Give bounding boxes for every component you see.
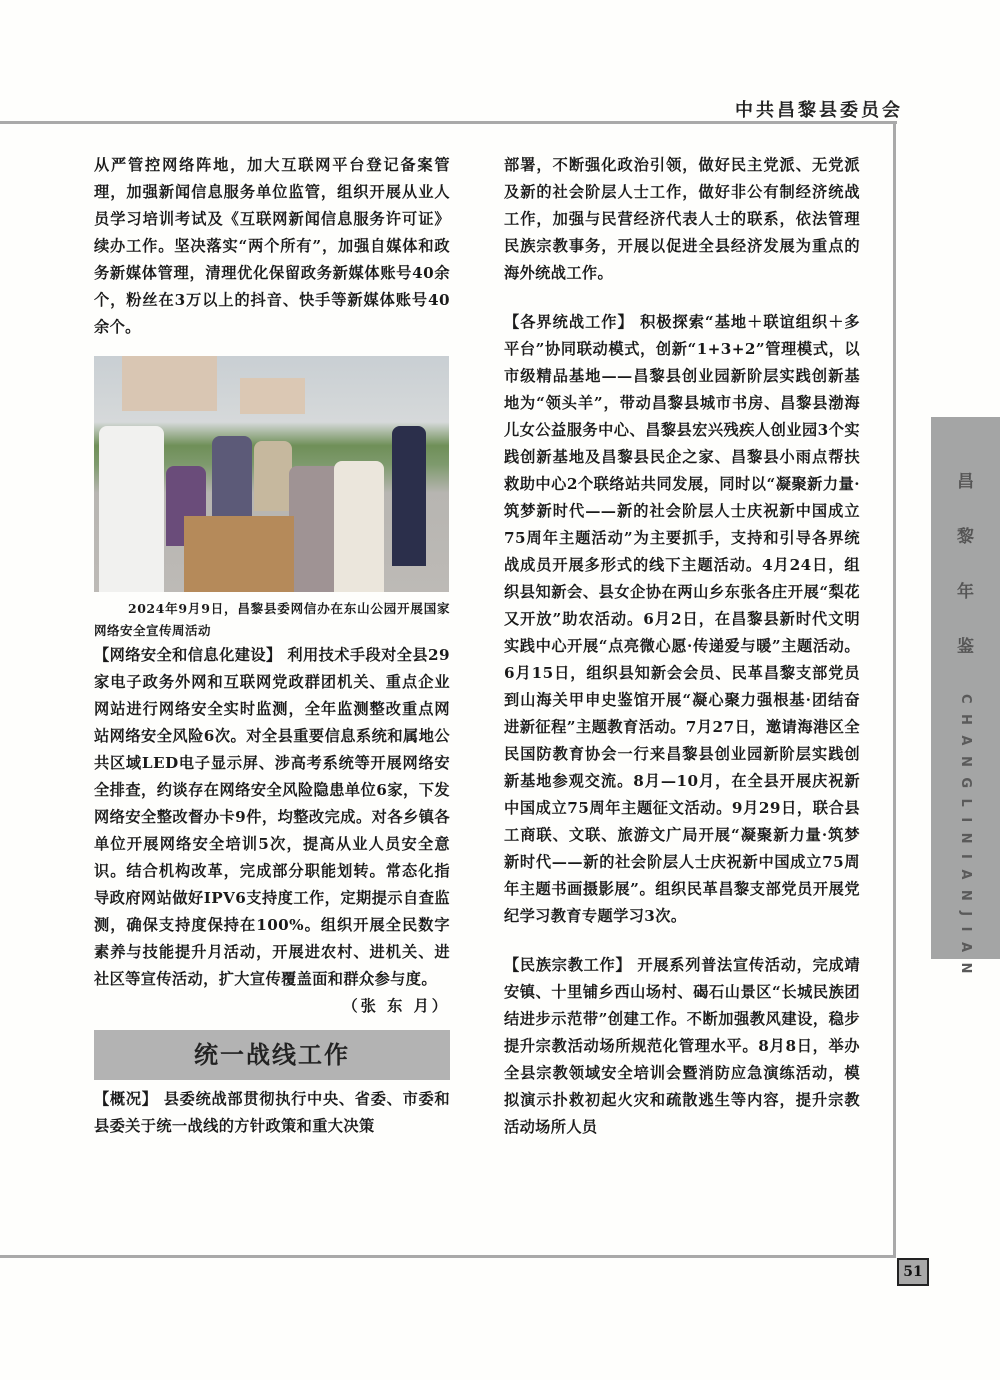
- photo-building: [240, 378, 305, 414]
- overview-paragraph: [94, 1086, 450, 1140]
- photo-person: [99, 426, 164, 592]
- paragraph-gap: [504, 930, 860, 952]
- network-security-heading: 【网络安全和信息化建设】: [94, 646, 282, 664]
- side-tab-char: 年: [957, 582, 974, 602]
- ethnic-religious-body: 开展系列普法宣传活动，完成靖安镇、十里铺乡西山场村、碣石山景区“长城民族团结进步示范带”创建工作。不断加强教风建设，稳步提升宗教活动场所规范化管理水平。8月8日，举办全县宗教领域安全培训会暨消防应急演练活动，模拟演示扑救初起火灾和疏散逃生等内容，提升宗教活动场所人员: [504, 956, 861, 1136]
- overview-body: 县委统战部贯彻执行中央、省委、市委和县委关于统一战线的方针政策和重大决策: [94, 1090, 451, 1135]
- right-column: [504, 152, 860, 1141]
- sector-work-body: 积极探索“基地＋联谊组织＋多平台”协同联动模式，创新“1+3+2”管理模式，以市级精品基地——昌黎县创业园新阶层实践创新基地为“领头羊”，带动昌黎县城市书房、昌黎县渤海儿女公益服务中心、昌黎县宏兴残疾人创业园3个实践创新基地及昌黎县民企之家、昌黎县小雨点帮扶救助中心2个联络站共同发展，同时以“凝聚新力量·筑梦新时代——新的社会阶层人士庆祝新中国成立75周年主题活动”为主要抓手，支持和引导各界统战成员开展多形式的线下主题活动。4月24日，组织县知新会、县女企协在两山乡东张各庄开展“梨花又开放”助农活动。6月2日，在昌黎县新时代文明实践中心开展“点亮微心愿·传递爱与暖”主题活动。6月15日，组织县知新会会员、民革昌黎支部党员到山海关甲申史鉴馆开展“凝心聚力强根基·团结奋进新征程”主题教育活动。7月27日，邀请海港区全民国防教育协会一行来昌黎县创业园新阶层实践创新基地参观交流。8月—10月，在全县开展庆祝新中国成立75周年主题征文活动。9月29日，联合县工商联、文联、旅游文广局开展“凝聚新力量·筑梦新时代——新的社会阶层人士庆祝新中国成立75周年主题书画摄影展”。组织民革昌黎支部党员开展党纪学习教育专题学习3次。: [504, 313, 861, 925]
- sector-work-heading: 【各界统战工作】: [504, 313, 634, 331]
- photo-caption: [94, 598, 450, 642]
- photo-person: [392, 426, 426, 566]
- ethnic-religious-heading: 【民族宗教工作】: [504, 956, 632, 974]
- continuation-paragraph: 部署，不断强化政治引领，做好民主党派、无党派及新的社会阶层人士工作，做好非公有制经济统战工作，加强与民营经济代表人士的联系，依法管理民族宗教事务，开展以促进全县经济发展为重点的海外统战工作。: [504, 156, 860, 282]
- intro-paragraph: 从严管控网络阵地，加大互联网平台登记备案管理，加强新闻信息服务单位监管，组织开展从业人员学习培训考试及《互联网新闻信息服务许可证》续办工作。坚决落实“两个所有”，加强自媒体和政务新媒体管理，清理优化保留政务新媒体账号40余个，粉丝在3万以上的抖音、快手等新媒体账号40余个。: [94, 156, 450, 336]
- side-tab-char: 黎: [957, 527, 974, 547]
- photo-person: [334, 461, 384, 592]
- section-title: 统一战线工作: [194, 1040, 350, 1069]
- frame-top-rule: [0, 121, 897, 124]
- photo-caption-text: 2024年9月9日，昌黎县委网信办在东山公园开展国家网络安全宣传周活动: [94, 601, 450, 638]
- overview-heading: 【概况】: [94, 1090, 158, 1108]
- sector-work-paragraph: [504, 309, 860, 930]
- network-security-paragraph: [94, 642, 450, 993]
- frame-right-rule: [893, 121, 896, 1258]
- section-title-banner: [94, 1030, 450, 1080]
- network-security-body: 利用技术手段对全县29家电子政务外网和互联网党政群团机关、重点企业网站进行网络安全实时监测，全年监测整改重点网站网络安全风险6次。对全县重要信息系统和属地公共区域LED电子显示屏、涉高考系统等开展网络安全排查，约谈存在网络安全风险隐患单位6家，下发网络安全整改督办卡9件，均整改完成。对各乡镇各单位开展网络安全培训5次，提高从业人员安全意识。结合机构改革，完成部分职能划转。常态化指导政府网站做好IPV6支持度工作，定期提示自查监测，确保支持度保持在100%。组织开展全民数字素养与技能提升月活动，开展进农村、进机关、进社区等宣传活动，扩大宣传覆盖面和群众参与度。: [94, 646, 450, 988]
- page-number: 51: [897, 1258, 929, 1286]
- photo-building: [122, 356, 217, 411]
- side-tab-char: 昌: [957, 472, 974, 492]
- yearbook-side-tab: [931, 417, 1000, 984]
- paragraph-gap: [504, 287, 860, 309]
- photo-person: [254, 441, 292, 511]
- author-credit: （张 东 月）: [342, 997, 450, 1015]
- ethnic-religious-paragraph: [504, 952, 860, 1141]
- frame-bottom-rule: [0, 1255, 896, 1258]
- photo-table: [184, 516, 294, 592]
- running-header-title: 中共昌黎县委员会: [735, 100, 903, 121]
- side-tab-char: 鉴: [957, 637, 974, 657]
- side-tab-pinyin: CHANGLINIANJIAN: [958, 694, 973, 984]
- left-column: [94, 152, 450, 1140]
- side-tab-chinese-title: [957, 474, 974, 656]
- event-photo: [94, 356, 449, 592]
